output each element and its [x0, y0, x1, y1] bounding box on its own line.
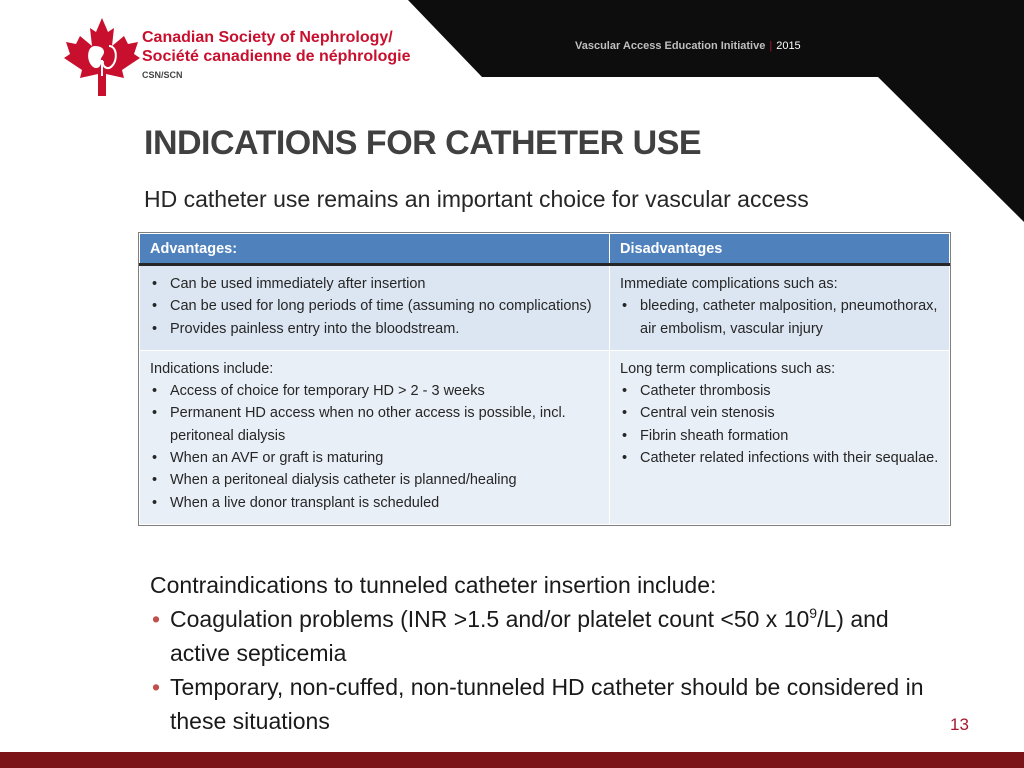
cell-intro: Immediate complications such as: — [620, 276, 838, 292]
maple-leaf-kidney-icon — [62, 16, 142, 98]
list-item: • bleeding, catheter malposition, pneumothorax, air embolism, vascular injury — [620, 295, 939, 340]
table-row — [140, 350, 950, 524]
list-item: • Central vein stenosis — [620, 402, 939, 424]
coagulation-text: Coagulation problems (INR >1.5 and/or platelet count <50 x 10 — [170, 606, 810, 632]
slide-title: INDICATIONS FOR CATHETER USE — [144, 124, 702, 162]
list-item — [150, 602, 950, 670]
exponent: 9 — [809, 605, 818, 621]
header-separator: | — [769, 40, 773, 52]
list-item: • Fibrin sheath formation — [620, 425, 939, 447]
list-item: • Temporary, non-cuffed, non-tunneled HD catheter should be considered in these situations — [150, 670, 950, 738]
list-item: • Can be used immediately after insertion — [150, 273, 599, 295]
advantages-cell — [140, 265, 610, 351]
coagulation-text-end: /L) and active septicemia — [170, 606, 889, 666]
list-item: • When an AVF or graft is maturing — [150, 447, 599, 469]
list-item: • When a live donor transplant is scheduled — [150, 492, 599, 514]
advantages-list — [150, 273, 599, 340]
header-disadvantages: Disadvantages — [610, 234, 950, 265]
immediate-complications-cell — [610, 265, 950, 351]
indications-list — [150, 380, 599, 514]
list-item: • Permanent HD access when no other access is possible, incl. peritoneal dialysis — [150, 402, 599, 447]
list-item: • Catheter thrombosis — [620, 380, 939, 402]
advantages-disadvantages-table — [139, 233, 950, 525]
long-term-complications-cell — [610, 350, 950, 524]
initiative-label: Vascular Access Education Initiative — [575, 40, 766, 52]
slide-subtitle: HD catheter use remains an important choice for vascular access — [144, 186, 809, 212]
header-advantages: Advantages: — [140, 234, 610, 265]
list-item: • Can be used for long periods of time (assuming no complications) — [150, 295, 599, 317]
header-band — [408, 0, 1024, 77]
immediate-complications-list — [620, 295, 939, 340]
contraindications-section — [150, 568, 950, 738]
organization-name — [142, 28, 411, 80]
long-term-complications-list — [620, 380, 939, 469]
cell-intro: Long term complications such as: — [620, 360, 836, 377]
table-row — [140, 265, 950, 351]
org-name-french: Société canadienne de néphrologie — [142, 48, 411, 65]
indications-cell — [140, 350, 610, 524]
org-name-english: Canadian Society of Nephrology/ — [142, 29, 393, 46]
page-number: 13 — [950, 715, 969, 734]
org-abbreviation: CSN/SCN — [142, 70, 183, 80]
corner-triangle — [878, 77, 1024, 222]
list-item: • Access of choice for temporary HD > 2 - 3 weeks — [150, 380, 599, 402]
footer-bar — [0, 752, 1024, 768]
list-item: • Provides painless entry into the bloodstream. — [150, 318, 599, 340]
header-initiative-line — [575, 40, 801, 52]
header-year: 2015 — [776, 40, 801, 52]
contraindications-intro: Contraindications to tunneled catheter insertion include: — [150, 572, 717, 598]
table-header-row — [140, 234, 950, 265]
list-item: • Catheter related infections with their sequalae. — [620, 447, 939, 469]
list-item: • When a peritoneal dialysis catheter is planned/healing — [150, 469, 599, 491]
cell-intro: Indications include: — [150, 360, 274, 377]
contraindications-list — [150, 602, 950, 738]
